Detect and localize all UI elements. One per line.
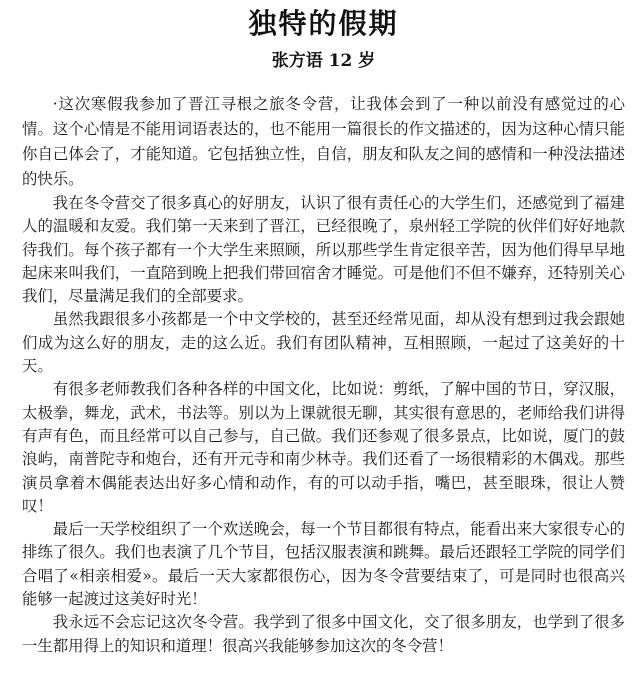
paragraph-2: 我在冬令营交了很多真心的好朋友，认识了很有责任心的大学生们，还感觉到了福建人的温暖和友爱。我们第一天来到了晋江，已经很晚了，泉州轻工学院的伙伴们好好地款待我们。每个孩子都有一个大学生来照顾，所以那些学生肯定很辛苦，因为他们得早早地起床来叫我们，一直陪到晚上把我们带回宿舍才睡觉。可是他们不但不嫌弃，还特别关心我们，尽量满足我们的全部要求。 [22,194,625,306]
author-line: 张方语 12 岁 [271,51,376,71]
document-title: 独特的假期 [248,7,399,40]
document-body [22,92,625,658]
paragraph-1: ·这次寒假我参加了晋江寻根之旅冬令营，让我体会到了一种以前没有感觉过的心情。这个心情是不能用词语表达的，也不能用一篇很长的作文描述的，因为这种心情只能你自己体会了，才能知道。它包括独立性，自信，朋友和队友之间的感情和一种没法描述的快乐。 [22,95,625,188]
paragraph-5: 最后一天学校组织了一个欢送晚会，每一个节目都很有特点，能看出来大家很专心的排练了很久。我们也表演了几个节目，包括汉服表演和跳舞。最后还跟轻工学院的同学们合唱了«相亲相爱»。最后一天大家都很伤心，因为冬令营要结束了，可是同时也很高兴能够一起渡过这美好时光！ [22,520,625,609]
paragraph-3: 虽然我跟很多小孩都是一个中文学校的，甚至还经常见面，却从没有想到过我会跟她们成为这么好的朋友，走的这么近。我们有团队精神，互相照顾，一起过了这美好的十天。 [22,310,625,376]
paragraph-6: 我永远不会忘记这次冬令营。我学到了很多中国文化，交了很多朋友，也学到了很多一生都用得上的知识和道理！很高兴我能够参加这次的冬令营！ [22,613,625,655]
paragraph-4: 有很多老师教我们各种各样的中国文化，比如说：剪纸，了解中国的节日，穿汉服，太极拳，舞龙，武术，书法等。别以为上课就很无聊，其实很有意思的，老师给我们讲得有声有色，而且经常可以自己参与，自己做。我们还参观了很多景点，比如说，厦门的鼓浪屿，南普陀寺和炮台，还有开元寺和南少林寺。我们还看了一场很精彩的木偶戏。那些演员拿着木偶能表达出好多心情和动作，有的可以动手指，嘴巴，甚至眼珠，很让人赞叹！ [22,380,625,515]
